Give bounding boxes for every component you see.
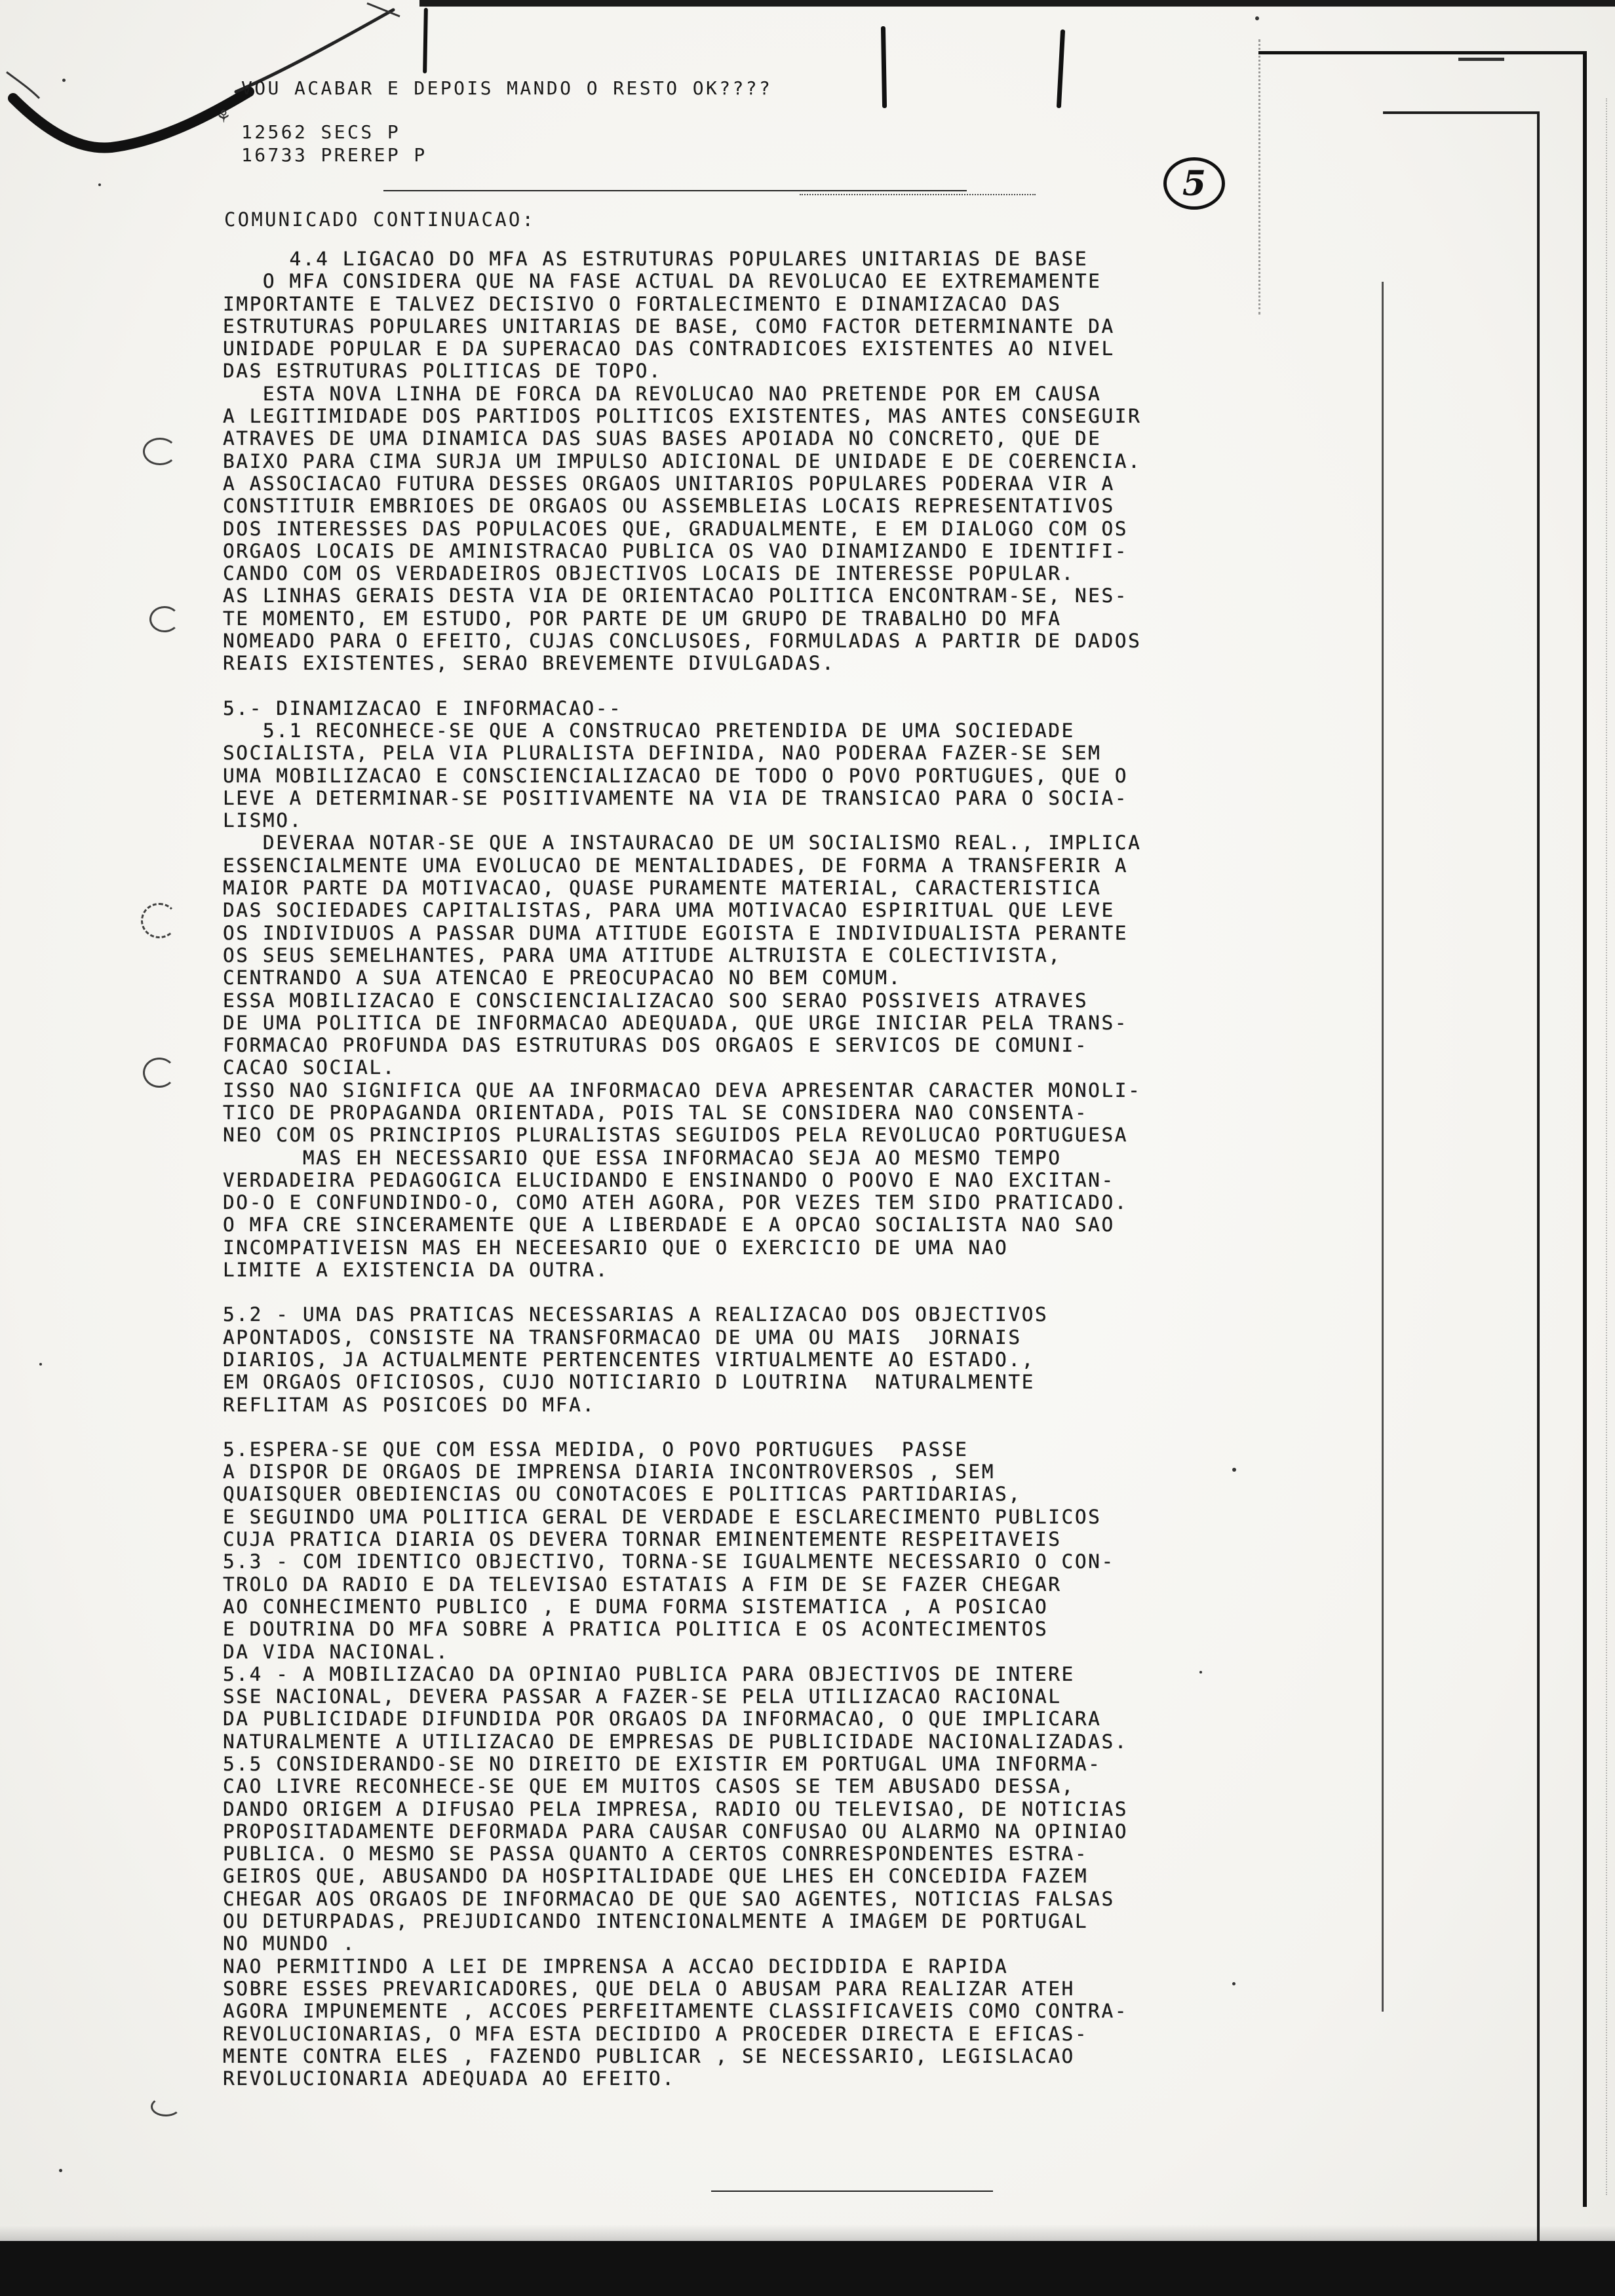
text-line: IMPORTANTE E TALVEZ DECISIVO O FORTALECIMENTO E DINAMIZACAO DAS [223, 292, 1062, 315]
text-line: EM ORGAOS OFICIOSOS, CUJO NOTICIARIO D LOUTRINA NATURALMENTE [223, 1371, 1035, 1394]
text-line: 5.- DINAMIZACAO E INFORMACAO-- [223, 697, 623, 719]
text-line: TICO DE PROPAGANDA ORIENTADA, POIS TAL SE CONSIDERA NAO CONSENTA- [223, 1101, 1089, 1124]
text-line: E DOUTRINA DO MFA SOBRE A PRATICA POLITICA E OS ACONTECIMENTOS [223, 1618, 1049, 1641]
text-line: MAIOR PARTE DA MOTIVACAO, QUASE PURAMENTE MATERIAL, CARACTERISTICA [223, 877, 1102, 900]
scan-speck [98, 183, 101, 186]
text-line: DAS ESTRUTURAS POLITICAS DE TOPO. [223, 360, 663, 383]
scan-edge-bottom [0, 2241, 1615, 2296]
punch-hole [149, 606, 180, 632]
punch-hole [151, 2097, 181, 2116]
text-line: APONTADOS, CONSISTE NA TRANSFORMACAO DE UMA OU MAIS JORNAIS [223, 1326, 1022, 1349]
paragraph-5-2 [223, 1303, 1252, 1415]
margin-marks [1606, 98, 1610, 2195]
text-line: DAS SOCIEDADES CAPITALISTAS, PARA UMA MOTIVACAO ESPIRITUAL QUE LEVE [223, 899, 1115, 922]
text-line: OS SEUS SEMELHANTES, PARA UMA ATITUDE ALTRUISTA E COLECTIVISTA, [223, 944, 1062, 966]
header-symbol: ⚘ [218, 105, 230, 128]
text-line: NATURALMENTE A UTILIZACAO DE EMPRESAS DE PUBLICIDADE NACIONALIZADAS. [223, 1730, 1129, 1753]
text-line: NEO COM OS PRINCIPIOS PLURALISTAS SEGUIDOS PELA REVOLUCAO PORTUGUESA [223, 1124, 1129, 1147]
text-line: GEIROS QUE, ABUSANDO DA HOSPITALIDADE QUE LHES EH CONCEDIDA FAZEM [223, 1865, 1089, 1888]
text-line: ESTA NOVA LINHA DE FORCA DA REVOLUCAO NAO PRETENDE POR EM CAUSA [223, 382, 1102, 405]
text-line: OU DETURPADAS, PREJUDICANDO INTENCIONALMENTE A IMAGEM DE PORTUGAL [223, 1910, 1089, 1933]
scan-speck [1199, 1671, 1202, 1674]
text-line: DO-O E CONFUNDINDO-O, COMO ATEH AGORA, POR VEZES TEM SIDO PRATICADO. [223, 1191, 1129, 1214]
text-line: SOCIALISTA, PELA VIA PLURALISTA DEFINIDA, NAO PODERAA FAZER-SE SEM [223, 742, 1102, 765]
scan-speck [1232, 1468, 1236, 1472]
frame-dotted-line [1258, 39, 1262, 315]
text-line: ESSA MOBILIZACAO E CONSCIENCIALIZACAO SOO SERAO POSSIVEIS ATRAVES [223, 989, 1089, 1012]
page-number-circle: 5 [1163, 157, 1225, 210]
text-line: AS LINHAS GERAIS DESTA VIA DE ORIENTACAO POLITICA ENCONTRAM-SE, NES- [223, 584, 1129, 607]
text-line: NAO PERMITINDO A LEI DE IMPRENSA A ACCAO DECIDDIDA E RAPIDA [223, 1955, 1009, 1978]
text-line: MAS EH NECESSARIO QUE ESSA INFORMACAO SEJA AO MESMO TEMPO [223, 1146, 1062, 1169]
frame-line-top [1258, 51, 1586, 54]
scan-speck [1232, 1982, 1236, 1985]
paragraph-4-4 [223, 248, 1252, 675]
scan-speck [62, 79, 66, 82]
text-line: CONSTITUIR EMBRIOES DE ORGAOS OU ASSEMBLEIAS LOCAIS REPRESENTATIVOS [223, 495, 1115, 518]
text-line: A ASSOCIACAO FUTURA DESSES ORGAOS UNITARIOS POPULARES PODERAA VIR A [223, 472, 1115, 495]
text-line: BAIXO PARA CIMA SURJA UM IMPULSO ADICIONAL DE UNIDADE E DE COERENCIA. [223, 450, 1142, 472]
text-line: TROLO DA RADIO E DA TELEVISAO ESTATAIS A FIM DE SE FAZER CHEGAR [223, 1573, 1062, 1596]
text-line: 5.ESPERA-SE QUE COM ESSA MEDIDA, O POVO PORTUGUES PASSE [223, 1438, 969, 1461]
text-line: MENTE CONTRA ELES , FAZENDO PUBLICAR , SE NECESSARIO, LEGISLACAO [223, 2044, 1075, 2067]
text-line: FORMACAO PROFUNDA DAS ESTRUTURAS DOS ORGAOS E SERVICOS DE COMUNI- [223, 1034, 1089, 1057]
text-line: PROPOSITADAMENTE DEFORMADA PARA CAUSAR CONFUSAO OU ALARMO NA OPINIAO [223, 1820, 1129, 1843]
text-line: ISSO NAO SIGNIFICA QUE AA INFORMACAO DEVA APRESENTAR CARACTER MONOLI- [223, 1079, 1142, 1101]
text-line: 5.2 - UMA DAS PRATICAS NECESSARIAS A REALIZACAO DOS OBJECTIVOS [223, 1303, 1049, 1326]
text-line: DE UMA POLITICA DE INFORMACAO ADEQUADA, QUE URGE INICIAR PELA TRANS- [223, 1011, 1129, 1034]
header-rule-dotted [800, 194, 1036, 195]
scan-speck [39, 1363, 42, 1366]
text-line: DANDO ORIGEM A DIFUSAO PELA IMPRESA, RADIO OU TELEVISAO, DE NOTICIAS [223, 1797, 1129, 1820]
text-line: CENTRANDO A SUA ATENCAO E PREOCUPACAO NO BEM COMUM. [223, 966, 902, 989]
text-line: REVOLUCIONARIA ADEQUADA AO EFEITO. [223, 2067, 676, 2090]
text-line: OS INDIVIDUOS A PASSAR DUMA ATITUDE EGOISTA E INDIVIDUALISTA PERANTE [223, 921, 1129, 944]
text-line: ORGAOS LOCAIS DE AMINISTRACAO PUBLICA OS VAO DINAMIZANDO E IDENTIFI- [223, 539, 1129, 562]
text-line: CAO LIVRE RECONHECE-SE QUE EM MUITOS CASOS SE TEM ABUSADO DESSA, [223, 1775, 1075, 1798]
text-line: A DISPOR DE ORGAOS DE IMPRENSA DIARIA INCONTROVERSOS , SEM [223, 1461, 996, 1483]
text-line: DEVERAA NOTAR-SE QUE A INSTAURACAO DE UM SOCIALISMO REAL., IMPLICA [223, 832, 1142, 854]
text-line: VERDADEIRA PEDAGOGICA ELUCIDANDO E ENSINANDO O POOVO E NAO EXCITAN- [223, 1168, 1115, 1191]
header-rule [383, 190, 967, 191]
text-line: TE MOMENTO, EM ESTUDO, POR PARTE DE UM GRUPO DE TRABALHO DO MFA [223, 607, 1062, 630]
text-line: 5.3 - COM IDENTICO OBJECTIVO, TORNA-SE IGUALMENTE NECESSARIO O CON- [223, 1550, 1115, 1573]
text-line: CACAO SOCIAL. [223, 1056, 397, 1079]
header-note: VOU ACABAR E DEPOIS MANDO O RESTO OK???? [241, 77, 773, 99]
scan-speck [59, 2169, 62, 2172]
text-line: O MFA CRE SINCERAMENTE QUE A LIBERDADE E A OPCAO SOCIALISTA NAO SAO [223, 1214, 1115, 1236]
text-line: AGORA IMPUNEMENTE , ACCOES PERFEITAMENTE CLASSIFICAVEIS COMO CONTRA- [223, 2000, 1129, 2023]
text-line: REVOLUCIONARIAS, O MFA ESTA DECIDIDO A PROCEDER DIRECTA E EFICAS- [223, 2022, 1089, 2045]
punch-hole [143, 1058, 176, 1088]
text-line: NOMEADO PARA O EFEITO, CUJAS CONCLUSOES, FORMULADAS A PARTIR DE DADOS [223, 630, 1142, 653]
paragraph-5-1 [223, 697, 1252, 1282]
frame-tick [1458, 58, 1504, 61]
text-line: E SEGUINDO UMA POLITICA GERAL DE VERDADE E ESCLARECIMENTO PUBLICOS [223, 1505, 1102, 1528]
text-line: DA PUBLICIDADE DIFUNDIDA POR ORGAOS DA INFORMACAO, O QUE IMPLICARA [223, 1708, 1102, 1731]
text-line: O MFA CONSIDERA QUE NA FASE ACTUAL DA REVOLUCAO EE EXTREMAMENTE [223, 270, 1102, 293]
text-line: UMA MOBILIZACAO E CONSCIENCIALIZACAO DE TODO O POVO PORTUGUES, QUE O [223, 764, 1129, 787]
text-line: NO MUNDO . [223, 1932, 357, 1955]
scan-edge-top [419, 0, 1615, 7]
paragraph-5-3-to-5-5 [223, 1438, 1252, 2090]
frame-inner-top [1383, 111, 1539, 114]
text-line: 5.5 CONSIDERANDO-SE NO DIREITO DE EXISTIR EM PORTUGAL UMA INFORMA- [223, 1753, 1102, 1775]
text-line: DOS INTERESSES DAS POPULACOES QUE, GRADUALMENTE, E EM DIALOGO COM OS [223, 517, 1129, 540]
punch-hole [143, 438, 177, 465]
text-line: CANDO COM OS VERDADEIROS OBJECTIVOS LOCAIS DE INTERESSE POPULAR. [223, 562, 1075, 585]
text-line: AO CONHECIMENTO PUBLICO , E DUMA FORMA SISTEMATICA , A POSICAO [223, 1595, 1049, 1618]
text-line: REAIS EXISTENTES, SERAO BREVEMENTE DIVULGADAS. [223, 652, 836, 675]
text-line: ATRAVES DE UMA DINAMICA DAS SUAS BASES APOIADA NO CONCRETO, QUE DE [223, 427, 1102, 450]
text-line: LIMITE A EXISTENCIA DA OUTRA. [223, 1259, 610, 1282]
text-line: UNIDADE POPULAR E DA SUPERACAO DAS CONTRADICOES EXISTENTES AO NIVEL [223, 337, 1115, 360]
punch-hole [141, 903, 178, 938]
text-line: REFLITAM AS POSICOES DO MFA. [223, 1393, 596, 1416]
text-line: QUAISQUER OBEDIENCIAS OU CONOTACOES E POLITICAS PARTIDARIAS, [223, 1483, 1022, 1506]
text-line: LEVE A DETERMINAR-SE POSITIVAMENTE NA VIA DE TRANSICAO PARA O SOCIA- [223, 786, 1129, 809]
text-line: DIARIOS, JA ACTUALMENTE PERTENCENTES VIRTUALMENTE AO ESTADO., [223, 1348, 1035, 1371]
header-code-2: 16733 PREREP P [241, 144, 427, 166]
text-line: A LEGITIMIDADE DOS PARTIDOS POLITICOS EXISTENTES, MAS ANTES CONSEGUIR [223, 405, 1142, 428]
header-code-1: 12562 SECS P [241, 121, 401, 143]
text-line: CHEGAR AOS ORGAOS DE INFORMACAO DE QUE SAO AGENTES, NOTICIAS FALSAS [223, 1887, 1115, 1910]
frame-line-right [1583, 51, 1587, 2207]
text-line: PUBLICA. O MESMO SE PASSA QUANTO A CERTOS CONRRESPONDENTES ESTRA- [223, 1843, 1089, 1866]
document-body [223, 248, 1252, 2090]
text-line: CUJA PRATICA DIARIA OS DEVERA TORNAR EMINENTEMENTE RESPEITAVEIS [223, 1528, 1062, 1551]
text-line: 5.4 - A MOBILIZACAO DA OPINIAO PUBLICA PARA OBJECTIVOS DE INTERE [223, 1662, 1075, 1685]
text-line: SSE NACIONAL, DEVERA PASSAR A FAZER-SE PELA UTILIZACAO RACIONAL [223, 1685, 1062, 1708]
frame-inner-left [1382, 282, 1384, 2012]
document-title: COMUNICADO CONTINUACAO: [224, 208, 536, 231]
frame-inner-right [1537, 111, 1540, 2241]
end-rule [711, 2191, 993, 2192]
text-line: ESTRUTURAS POPULARES UNITARIAS DE BASE, COMO FACTOR DETERMINANTE DA [223, 315, 1115, 337]
text-line: 4.4 LIGACAO DO MFA AS ESTRUTURAS POPULARES UNITARIAS DE BASE [223, 248, 1089, 270]
scan-edge-shadow [0, 2225, 1615, 2241]
scan-speck [1255, 16, 1259, 20]
text-line: 5.1 RECONHECE-SE QUE A CONSTRUCAO PRETENDIDA DE UMA SOCIEDADE [223, 719, 1075, 742]
text-line: SOBRE ESSES PREVARICADORES, QUE DELA O ABUSAM PARA REALIZAR ATEH [223, 1977, 1075, 2000]
text-line: INCOMPATIVEISN MAS EH NECEESARIO QUE O EXERCICIO DE UMA NAO [223, 1236, 1009, 1259]
text-line: ESSENCIALMENTE UMA EVOLUCAO DE MENTALIDADES, DE FORMA A TRANSFERIR A [223, 854, 1129, 877]
text-line: LISMO. [223, 809, 303, 832]
text-line: DA VIDA NACIONAL. [223, 1640, 450, 1663]
